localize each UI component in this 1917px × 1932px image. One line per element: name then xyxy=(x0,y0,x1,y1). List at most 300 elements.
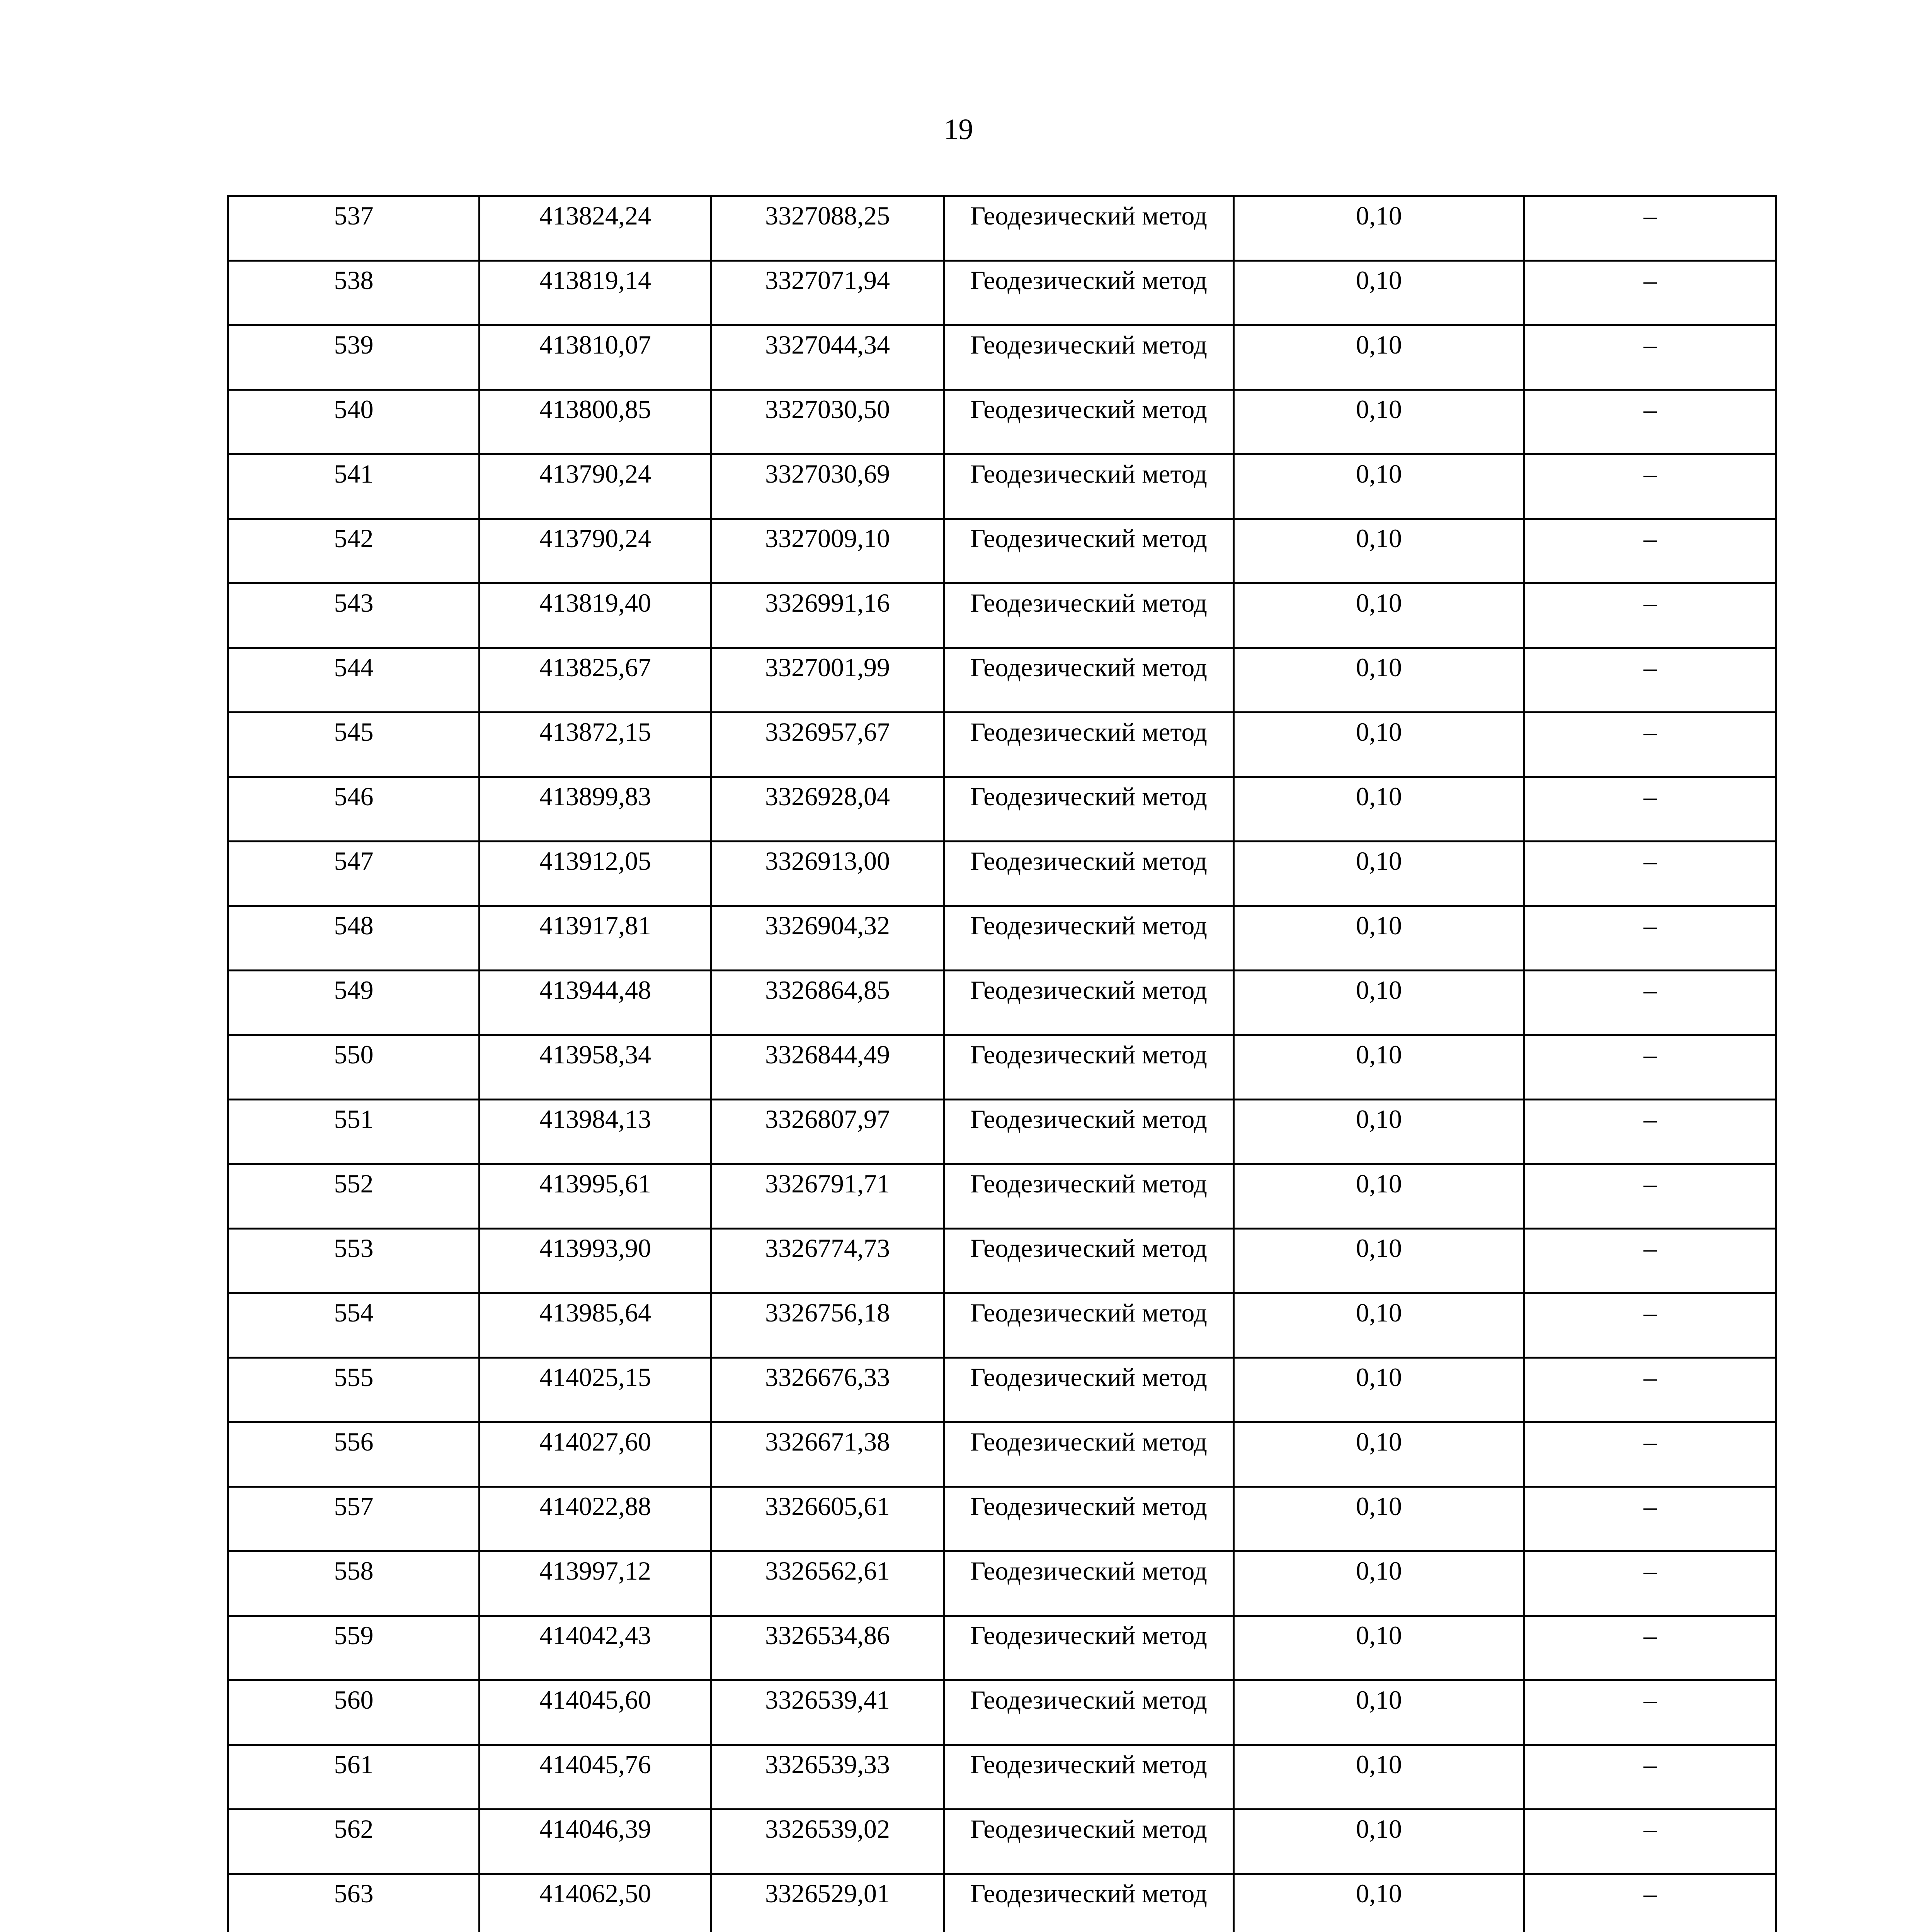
method-cell xyxy=(944,1358,1234,1422)
table-row xyxy=(228,1358,1776,1422)
y-coordinate-cell xyxy=(711,1229,944,1293)
method-cell xyxy=(944,1745,1234,1810)
accuracy-cell-text: 0,10 xyxy=(1356,1750,1402,1779)
table-row xyxy=(228,842,1776,906)
method-cell-text: Геодезический метод xyxy=(970,265,1207,295)
method-cell-text: Геодезический метод xyxy=(970,1879,1207,1908)
point-number-cell-text: 557 xyxy=(334,1492,374,1521)
point-number-cell-text: 544 xyxy=(334,653,374,682)
description-cell xyxy=(1524,1358,1776,1422)
accuracy-cell-text: 0,10 xyxy=(1356,782,1402,811)
y-coordinate-cell-text: 3326756,18 xyxy=(765,1298,890,1327)
point-number-cell-text: 561 xyxy=(334,1750,374,1779)
x-coordinate-cell-text: 414027,60 xyxy=(539,1427,651,1456)
accuracy-cell-text: 0,10 xyxy=(1356,524,1402,553)
description-cell xyxy=(1524,1745,1776,1810)
x-coordinate-cell xyxy=(480,519,711,583)
x-coordinate-cell xyxy=(480,325,711,390)
description-cell xyxy=(1524,261,1776,325)
description-cell xyxy=(1524,583,1776,648)
y-coordinate-cell xyxy=(711,1745,944,1810)
point-number-cell xyxy=(228,325,480,390)
description-cell xyxy=(1524,971,1776,1035)
description-cell xyxy=(1524,1229,1776,1293)
description-cell-text: – xyxy=(1643,653,1657,682)
y-coordinate-cell-text: 3327071,94 xyxy=(765,265,890,295)
point-number-cell xyxy=(228,583,480,648)
point-number-cell-text: 552 xyxy=(334,1169,374,1198)
y-coordinate-cell-text: 3327001,99 xyxy=(765,653,890,682)
point-number-cell xyxy=(228,1551,480,1616)
table-row xyxy=(228,1551,1776,1616)
point-number-cell xyxy=(228,777,480,842)
table-row xyxy=(228,1035,1776,1100)
point-number-cell-text: 562 xyxy=(334,1814,374,1844)
method-cell xyxy=(944,454,1234,519)
accuracy-cell-text: 0,10 xyxy=(1356,1040,1402,1069)
point-number-cell xyxy=(228,1293,480,1358)
point-number-cell-text: 556 xyxy=(334,1427,374,1456)
y-coordinate-cell xyxy=(711,1035,944,1100)
x-coordinate-cell-text: 413993,90 xyxy=(539,1233,651,1263)
accuracy-cell-text: 0,10 xyxy=(1356,1814,1402,1844)
accuracy-cell xyxy=(1234,648,1524,713)
description-cell-text: – xyxy=(1643,1169,1657,1198)
y-coordinate-cell-text: 3326605,61 xyxy=(765,1492,890,1521)
x-coordinate-cell-text: 413917,81 xyxy=(539,911,651,940)
accuracy-cell-text: 0,10 xyxy=(1356,1685,1402,1714)
accuracy-cell-text: 0,10 xyxy=(1356,459,1402,488)
point-number-cell xyxy=(228,971,480,1035)
accuracy-cell xyxy=(1234,583,1524,648)
point-number-cell-text: 548 xyxy=(334,911,374,940)
y-coordinate-cell-text: 3326539,33 xyxy=(765,1750,890,1779)
accuracy-cell xyxy=(1234,971,1524,1035)
y-coordinate-cell xyxy=(711,648,944,713)
accuracy-cell-text: 0,10 xyxy=(1356,1362,1402,1392)
accuracy-cell xyxy=(1234,325,1524,390)
x-coordinate-cell xyxy=(480,390,711,454)
description-cell-text: – xyxy=(1643,1104,1657,1134)
y-coordinate-cell-text: 3326774,73 xyxy=(765,1233,890,1263)
accuracy-cell-text: 0,10 xyxy=(1356,588,1402,617)
method-cell xyxy=(944,777,1234,842)
method-cell-text: Геодезический метод xyxy=(970,846,1207,876)
method-cell-text: Геодезический метод xyxy=(970,717,1207,747)
x-coordinate-cell xyxy=(480,971,711,1035)
description-cell xyxy=(1524,777,1776,842)
method-cell xyxy=(944,583,1234,648)
table-row xyxy=(228,454,1776,519)
method-cell-text: Геодезический метод xyxy=(970,395,1207,424)
method-cell-text: Геодезический метод xyxy=(970,1298,1207,1327)
description-cell-text: – xyxy=(1643,1879,1657,1908)
point-number-cell xyxy=(228,1680,480,1745)
description-cell xyxy=(1524,1551,1776,1616)
point-number-cell-text: 547 xyxy=(334,846,374,876)
x-coordinate-cell xyxy=(480,1229,711,1293)
method-cell-text: Геодезический метод xyxy=(970,1685,1207,1714)
accuracy-cell-text: 0,10 xyxy=(1356,911,1402,940)
accuracy-cell xyxy=(1234,1229,1524,1293)
accuracy-cell xyxy=(1234,1551,1524,1616)
x-coordinate-cell xyxy=(480,1100,711,1164)
description-cell-text: – xyxy=(1643,1298,1657,1327)
y-coordinate-cell xyxy=(711,971,944,1035)
table-row xyxy=(228,519,1776,583)
accuracy-cell xyxy=(1234,261,1524,325)
x-coordinate-cell-text: 413824,24 xyxy=(539,201,651,230)
table-row xyxy=(228,1745,1776,1810)
point-number-cell-text: 539 xyxy=(334,330,374,359)
description-cell xyxy=(1524,390,1776,454)
table-row xyxy=(228,196,1776,261)
point-number-cell-text: 559 xyxy=(334,1621,374,1650)
description-cell-text: – xyxy=(1643,1556,1657,1585)
x-coordinate-cell xyxy=(480,777,711,842)
y-coordinate-cell xyxy=(711,1616,944,1680)
x-coordinate-cell-text: 413810,07 xyxy=(539,330,651,359)
table-row xyxy=(228,1487,1776,1551)
accuracy-cell-text: 0,10 xyxy=(1356,265,1402,295)
description-cell xyxy=(1524,1035,1776,1100)
method-cell xyxy=(944,713,1234,777)
x-coordinate-cell-text: 413790,24 xyxy=(539,459,651,488)
description-cell xyxy=(1524,713,1776,777)
accuracy-cell xyxy=(1234,1487,1524,1551)
y-coordinate-cell-text: 3326991,16 xyxy=(765,588,890,617)
point-number-cell xyxy=(228,1229,480,1293)
point-number-cell xyxy=(228,1164,480,1229)
point-number-cell-text: 551 xyxy=(334,1104,374,1134)
description-cell xyxy=(1524,842,1776,906)
accuracy-cell xyxy=(1234,842,1524,906)
x-coordinate-cell xyxy=(480,1616,711,1680)
x-coordinate-cell-text: 413825,67 xyxy=(539,653,651,682)
x-coordinate-cell xyxy=(480,1680,711,1745)
method-cell xyxy=(944,325,1234,390)
method-cell-text: Геодезический метод xyxy=(970,1814,1207,1844)
x-coordinate-cell-text: 414025,15 xyxy=(539,1362,651,1392)
point-number-cell-text: 542 xyxy=(334,524,374,553)
y-coordinate-cell-text: 3326534,86 xyxy=(765,1621,890,1650)
x-coordinate-cell-text: 413800,85 xyxy=(539,395,651,424)
y-coordinate-cell-text: 3326562,61 xyxy=(765,1556,890,1585)
y-coordinate-cell xyxy=(711,1551,944,1616)
y-coordinate-cell xyxy=(711,454,944,519)
x-coordinate-cell-text: 414045,76 xyxy=(539,1750,651,1779)
accuracy-cell-text: 0,10 xyxy=(1356,717,1402,747)
description-cell-text: – xyxy=(1643,782,1657,811)
description-cell-text: – xyxy=(1643,1814,1657,1844)
table-row xyxy=(228,1680,1776,1745)
point-number-cell-text: 549 xyxy=(334,975,374,1005)
x-coordinate-cell xyxy=(480,583,711,648)
description-cell-text: – xyxy=(1643,265,1657,295)
y-coordinate-cell xyxy=(711,1422,944,1487)
y-coordinate-cell-text: 3326529,01 xyxy=(765,1879,890,1908)
x-coordinate-cell xyxy=(480,648,711,713)
y-coordinate-cell xyxy=(711,842,944,906)
description-cell-text: – xyxy=(1643,588,1657,617)
accuracy-cell-text: 0,10 xyxy=(1356,1621,1402,1650)
point-number-cell xyxy=(228,1616,480,1680)
method-cell xyxy=(944,1810,1234,1874)
point-number-cell xyxy=(228,261,480,325)
method-cell-text: Геодезический метод xyxy=(970,459,1207,488)
method-cell xyxy=(944,1616,1234,1680)
point-number-cell xyxy=(228,1874,480,1932)
method-cell-text: Геодезический метод xyxy=(970,1233,1207,1263)
point-number-cell xyxy=(228,713,480,777)
description-cell-text: – xyxy=(1643,1427,1657,1456)
method-cell-text: Геодезический метод xyxy=(970,588,1207,617)
accuracy-cell xyxy=(1234,1358,1524,1422)
description-cell xyxy=(1524,196,1776,261)
description-cell-text: – xyxy=(1643,524,1657,553)
table-row xyxy=(228,1422,1776,1487)
description-cell-text: – xyxy=(1643,1040,1657,1069)
point-number-cell xyxy=(228,1745,480,1810)
point-number-cell xyxy=(228,1422,480,1487)
method-cell-text: Геодезический метод xyxy=(970,1427,1207,1456)
description-cell-text: – xyxy=(1643,911,1657,940)
point-number-cell xyxy=(228,390,480,454)
y-coordinate-cell xyxy=(711,713,944,777)
method-cell xyxy=(944,1487,1234,1551)
method-cell xyxy=(944,1100,1234,1164)
method-cell-text: Геодезический метод xyxy=(970,1492,1207,1521)
accuracy-cell xyxy=(1234,1680,1524,1745)
x-coordinate-cell-text: 414046,39 xyxy=(539,1814,651,1844)
y-coordinate-cell-text: 3326844,49 xyxy=(765,1040,890,1069)
method-cell xyxy=(944,1680,1234,1745)
method-cell-text: Геодезический метод xyxy=(970,1556,1207,1585)
description-cell xyxy=(1524,1293,1776,1358)
x-coordinate-cell-text: 413985,64 xyxy=(539,1298,651,1327)
x-coordinate-cell-text: 414022,88 xyxy=(539,1492,651,1521)
y-coordinate-cell xyxy=(711,777,944,842)
method-cell-text: Геодезический метод xyxy=(970,1750,1207,1779)
x-coordinate-cell-text: 413997,12 xyxy=(539,1556,651,1585)
description-cell-text: – xyxy=(1643,459,1657,488)
accuracy-cell xyxy=(1234,1810,1524,1874)
description-cell-text: – xyxy=(1643,330,1657,359)
description-cell xyxy=(1524,648,1776,713)
point-number-cell xyxy=(228,648,480,713)
method-cell xyxy=(944,1164,1234,1229)
accuracy-cell xyxy=(1234,1293,1524,1358)
accuracy-cell-text: 0,10 xyxy=(1356,1169,1402,1198)
description-cell-text: – xyxy=(1643,1621,1657,1650)
x-coordinate-cell-text: 413899,83 xyxy=(539,782,651,811)
description-cell xyxy=(1524,325,1776,390)
point-number-cell xyxy=(228,842,480,906)
y-coordinate-cell-text: 3326671,38 xyxy=(765,1427,890,1456)
point-number-cell-text: 560 xyxy=(334,1685,374,1714)
point-number-cell-text: 554 xyxy=(334,1298,374,1327)
y-coordinate-cell-text: 3326676,33 xyxy=(765,1362,890,1392)
page-number: 19 xyxy=(944,113,973,146)
accuracy-cell xyxy=(1234,1164,1524,1229)
x-coordinate-cell xyxy=(480,906,711,971)
point-number-cell-text: 558 xyxy=(334,1556,374,1585)
table-row xyxy=(228,713,1776,777)
description-cell xyxy=(1524,519,1776,583)
accuracy-cell xyxy=(1234,906,1524,971)
y-coordinate-cell xyxy=(711,1810,944,1874)
method-cell-text: Геодезический метод xyxy=(970,911,1207,940)
method-cell-text: Геодезический метод xyxy=(970,975,1207,1005)
accuracy-cell xyxy=(1234,1616,1524,1680)
method-cell xyxy=(944,1035,1234,1100)
table-row xyxy=(228,1229,1776,1293)
y-coordinate-cell xyxy=(711,261,944,325)
x-coordinate-cell xyxy=(480,842,711,906)
y-coordinate-cell-text: 3327009,10 xyxy=(765,524,890,553)
table-row xyxy=(228,583,1776,648)
method-cell-text: Геодезический метод xyxy=(970,330,1207,359)
y-coordinate-cell xyxy=(711,1293,944,1358)
point-number-cell-text: 563 xyxy=(334,1879,374,1908)
y-coordinate-cell xyxy=(711,1874,944,1932)
y-coordinate-cell xyxy=(711,583,944,648)
y-coordinate-cell-text: 3327030,69 xyxy=(765,459,890,488)
accuracy-cell xyxy=(1234,1035,1524,1100)
point-number-cell xyxy=(228,519,480,583)
point-number-cell-text: 538 xyxy=(334,265,374,295)
description-cell-text: – xyxy=(1643,395,1657,424)
method-cell xyxy=(944,1551,1234,1616)
accuracy-cell-text: 0,10 xyxy=(1356,846,1402,876)
point-number-cell-text: 541 xyxy=(334,459,374,488)
point-number-cell-text: 555 xyxy=(334,1362,374,1392)
point-number-cell xyxy=(228,454,480,519)
description-cell-text: – xyxy=(1643,1685,1657,1714)
table-row xyxy=(228,1164,1776,1229)
accuracy-cell xyxy=(1234,1745,1524,1810)
accuracy-cell-text: 0,10 xyxy=(1356,1104,1402,1134)
x-coordinate-cell xyxy=(480,1422,711,1487)
table-row xyxy=(228,325,1776,390)
method-cell xyxy=(944,842,1234,906)
point-number-cell-text: 540 xyxy=(334,395,374,424)
y-coordinate-cell-text: 3326539,41 xyxy=(765,1685,890,1714)
x-coordinate-cell xyxy=(480,261,711,325)
table-row xyxy=(228,1100,1776,1164)
method-cell xyxy=(944,648,1234,713)
x-coordinate-cell-text: 414042,43 xyxy=(539,1621,651,1650)
coordinates-table xyxy=(227,195,1777,1932)
description-cell-text: – xyxy=(1643,1362,1657,1392)
x-coordinate-cell xyxy=(480,1035,711,1100)
accuracy-cell xyxy=(1234,713,1524,777)
x-coordinate-cell xyxy=(480,1293,711,1358)
x-coordinate-cell xyxy=(480,454,711,519)
method-cell xyxy=(944,1229,1234,1293)
accuracy-cell xyxy=(1234,1422,1524,1487)
x-coordinate-cell-text: 413819,14 xyxy=(539,265,651,295)
method-cell xyxy=(944,390,1234,454)
point-number-cell xyxy=(228,906,480,971)
point-number-cell xyxy=(228,1810,480,1874)
point-number-cell-text: 543 xyxy=(334,588,374,617)
method-cell-text: Геодезический метод xyxy=(970,1104,1207,1134)
method-cell-text: Геодезический метод xyxy=(970,1169,1207,1198)
description-cell-text: – xyxy=(1643,1233,1657,1263)
y-coordinate-cell-text: 3326791,71 xyxy=(765,1169,890,1198)
table-row xyxy=(228,906,1776,971)
x-coordinate-cell xyxy=(480,1487,711,1551)
x-coordinate-cell-text: 413958,34 xyxy=(539,1040,651,1069)
y-coordinate-cell xyxy=(711,1164,944,1229)
description-cell-text: – xyxy=(1643,846,1657,876)
accuracy-cell-text: 0,10 xyxy=(1356,1879,1402,1908)
accuracy-cell-text: 0,10 xyxy=(1356,1298,1402,1327)
description-cell xyxy=(1524,906,1776,971)
accuracy-cell xyxy=(1234,454,1524,519)
table-row xyxy=(228,1293,1776,1358)
description-cell xyxy=(1524,1810,1776,1874)
table-row xyxy=(228,777,1776,842)
method-cell xyxy=(944,971,1234,1035)
description-cell-text: – xyxy=(1643,717,1657,747)
point-number-cell-text: 553 xyxy=(334,1233,374,1263)
description-cell-text: – xyxy=(1643,975,1657,1005)
x-coordinate-cell xyxy=(480,1810,711,1874)
y-coordinate-cell-text: 3326928,04 xyxy=(765,782,890,811)
accuracy-cell-text: 0,10 xyxy=(1356,975,1402,1005)
point-number-cell-text: 537 xyxy=(334,201,374,230)
description-cell xyxy=(1524,1100,1776,1164)
x-coordinate-cell xyxy=(480,1164,711,1229)
method-cell xyxy=(944,1422,1234,1487)
accuracy-cell xyxy=(1234,777,1524,842)
accuracy-cell xyxy=(1234,390,1524,454)
x-coordinate-cell-text: 413872,15 xyxy=(539,717,651,747)
x-coordinate-cell-text: 413995,61 xyxy=(539,1169,651,1198)
method-cell-text: Геодезический метод xyxy=(970,201,1207,230)
table-row xyxy=(228,261,1776,325)
x-coordinate-cell-text: 413944,48 xyxy=(539,975,651,1005)
accuracy-cell-text: 0,10 xyxy=(1356,330,1402,359)
method-cell-text: Геодезический метод xyxy=(970,782,1207,811)
y-coordinate-cell xyxy=(711,519,944,583)
method-cell xyxy=(944,261,1234,325)
coordinates-table-body xyxy=(228,196,1776,1932)
x-coordinate-cell-text: 414062,50 xyxy=(539,1879,651,1908)
y-coordinate-cell xyxy=(711,325,944,390)
accuracy-cell-text: 0,10 xyxy=(1356,1427,1402,1456)
y-coordinate-cell xyxy=(711,906,944,971)
method-cell xyxy=(944,1293,1234,1358)
description-cell-text: – xyxy=(1643,1492,1657,1521)
x-coordinate-cell-text: 413984,13 xyxy=(539,1104,651,1134)
accuracy-cell-text: 0,10 xyxy=(1356,395,1402,424)
method-cell-text: Геодезический метод xyxy=(970,524,1207,553)
y-coordinate-cell xyxy=(711,1680,944,1745)
accuracy-cell-text: 0,10 xyxy=(1356,653,1402,682)
method-cell-text: Геодезический метод xyxy=(970,1040,1207,1069)
method-cell xyxy=(944,906,1234,971)
description-cell xyxy=(1524,1616,1776,1680)
x-coordinate-cell xyxy=(480,713,711,777)
accuracy-cell-text: 0,10 xyxy=(1356,1492,1402,1521)
accuracy-cell-text: 0,10 xyxy=(1356,1556,1402,1585)
x-coordinate-cell-text: 413790,24 xyxy=(539,524,651,553)
method-cell xyxy=(944,1874,1234,1932)
x-coordinate-cell xyxy=(480,1745,711,1810)
